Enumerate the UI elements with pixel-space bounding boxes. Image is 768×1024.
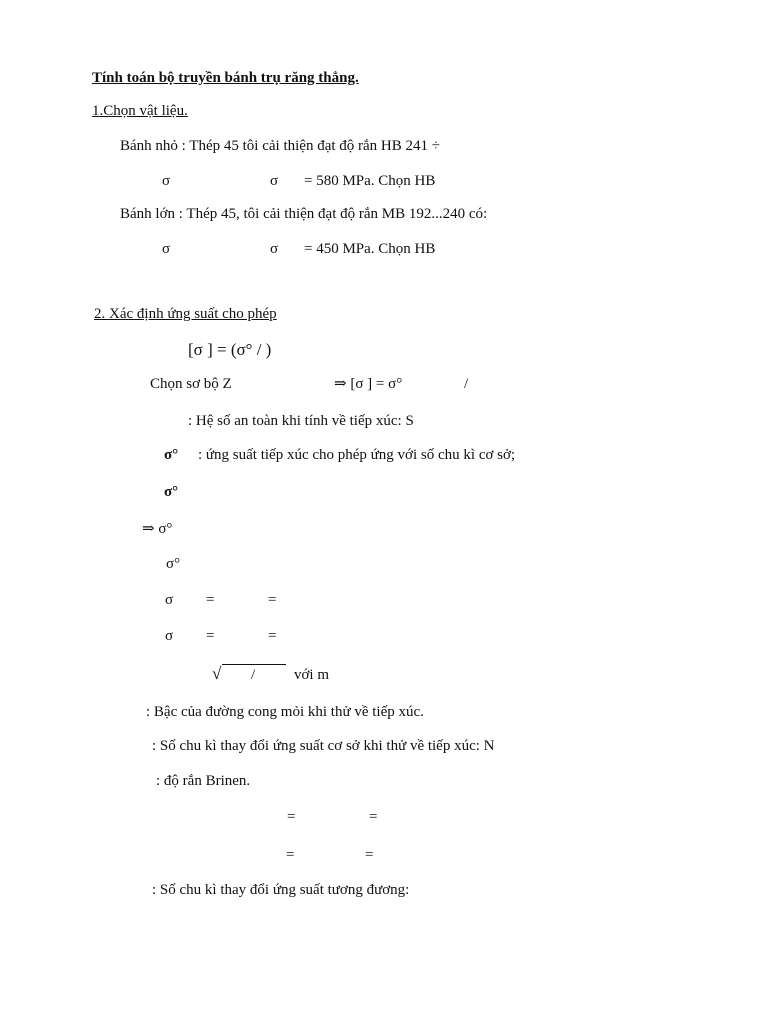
- large-gear-value: = 450 MPa. Chọn HB: [304, 241, 436, 257]
- formula-slash: /: [464, 376, 469, 392]
- brinell-hardness-desc: : độ rắn Brinen.: [156, 773, 251, 789]
- section-1-heading: 1.Chọn vật liệu.: [92, 103, 188, 119]
- eq-row3-eq1: =: [287, 809, 296, 825]
- small-gear-sigma-a: σ: [162, 173, 171, 189]
- implies-formula: ⇒ [σ ] = σ°: [334, 376, 403, 392]
- allowable-stress-formula: [σ ] = (σ° / ): [188, 340, 272, 359]
- large-gear-sigma-a: σ: [162, 241, 171, 257]
- eq-row3-eq2: =: [369, 809, 378, 825]
- small-gear-value: = 580 MPa. Chọn HB: [304, 173, 436, 189]
- eq-row1-eq2: =: [268, 592, 277, 608]
- sigma-deg-bold-2: σ°: [164, 484, 179, 500]
- section-2-heading: 2. Xác định ứng suất cho phép: [94, 306, 277, 322]
- page-title: Tính toán bộ truyền bánh trụ răng thẳng.: [92, 70, 359, 86]
- chon-so-bo-text: Chọn sơ bộ Z: [150, 376, 232, 392]
- eq-row2-eq2: =: [268, 628, 277, 644]
- equivalent-cycles-desc: : Số chu kì thay đổi ứng suất tương đương:: [152, 882, 410, 898]
- sigma-deg-symbol: σ°: [164, 447, 179, 463]
- voi-m-text: với m: [294, 667, 330, 683]
- eq-row4-eq2: =: [365, 847, 374, 863]
- implies-sigma: ⇒ σ°: [142, 521, 173, 537]
- sigma-deg-desc: : ứng suất tiếp xúc cho phép ứng với số chu kì cơ sở;: [198, 447, 516, 463]
- eq-row1-sigma: σ: [165, 592, 174, 608]
- sqrt-slash: /: [251, 667, 256, 683]
- fatigue-curve-desc: : Bậc của đường cong mỏi khi thử về tiếp xúc.: [146, 704, 424, 720]
- eq-row1-eq1: =: [206, 592, 215, 608]
- sqrt-symbol: √: [212, 664, 222, 683]
- sqrt-bar: [222, 664, 286, 665]
- eq-row2-eq1: =: [206, 628, 215, 644]
- large-gear-sigma-b: σ: [270, 241, 279, 257]
- small-gear-sigma-b: σ: [270, 173, 279, 189]
- base-cycles-desc: : Số chu kì thay đổi ứng suất cơ sở khi thử về tiếp xúc: N: [152, 738, 495, 754]
- eq-row2-sigma: σ: [165, 628, 174, 644]
- eq-row4-eq1: =: [286, 847, 295, 863]
- safety-factor-desc: : Hệ số an toàn khi tính về tiếp xúc: S: [188, 413, 414, 429]
- small-gear-text: Bánh nhỏ : Thép 45 tôi cải thiện đạt độ rắn HB 241 ÷: [120, 138, 440, 154]
- large-gear-text: Bánh lớn : Thép 45, tôi cải thiện đạt độ rắn MB 192...240 có:: [120, 206, 488, 222]
- sigma-deg-line: σ°: [166, 556, 181, 572]
